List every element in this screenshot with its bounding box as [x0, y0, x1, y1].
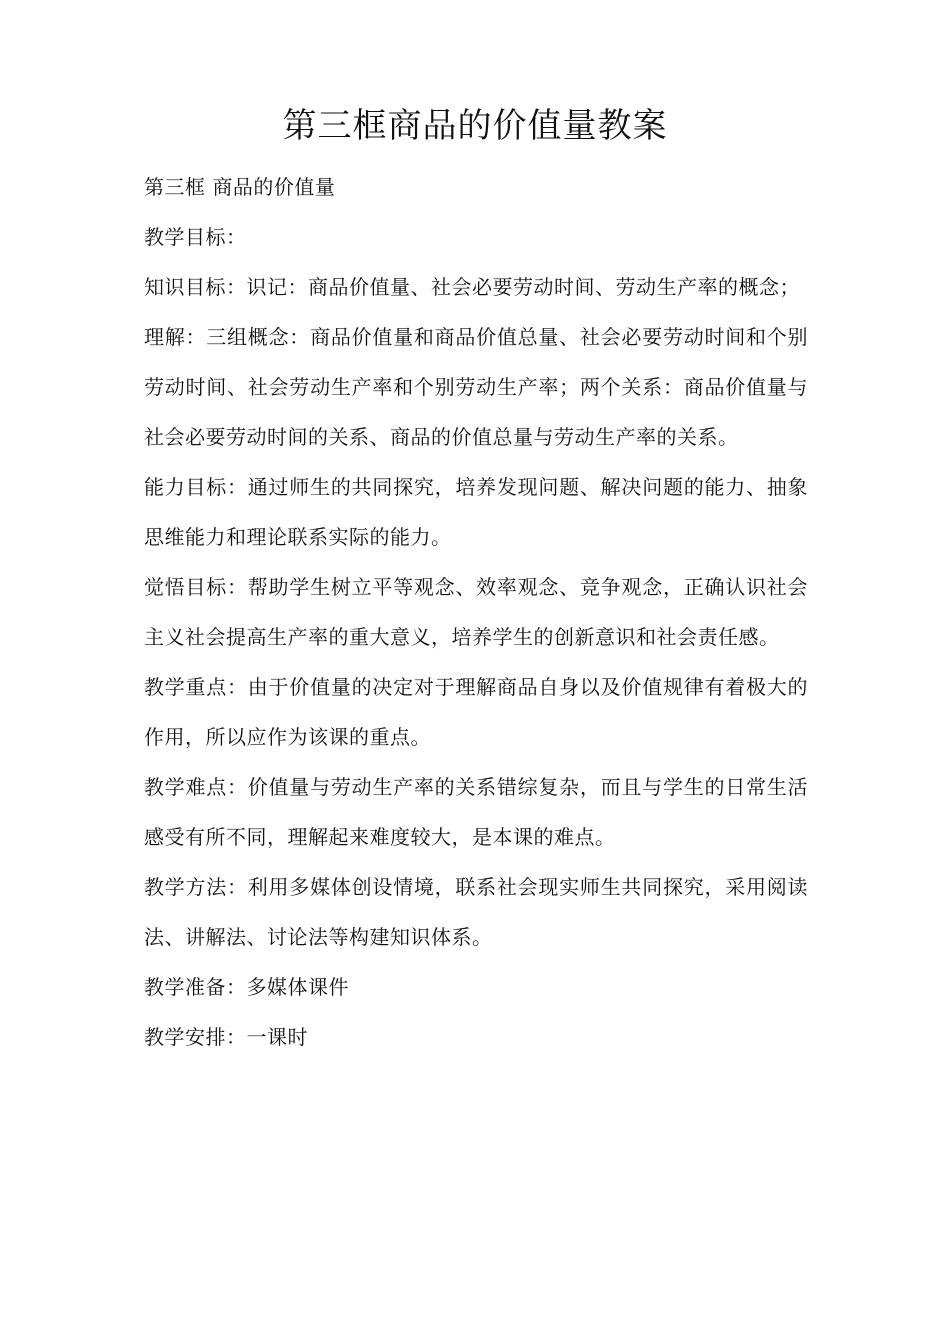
paragraph-method: 教学方法：利用多媒体创设情境，联系社会现实师生共同探究，采用阅读法、讲解法、讨论法等构建知识体系。 [144, 875, 808, 949]
paragraph-awareness-goal: 觉悟目标：帮助学生树立平等观念、效率观念、竞争观念，正确认识社会主义社会提高生产率的重大意义，培养学生的创新意识和社会责任感。 [144, 575, 808, 649]
paragraph-knowledge-goal: 知识目标：识记：商品价值量、社会必要劳动时间、劳动生产率的概念； [144, 275, 800, 299]
paragraph-schedule: 教学安排：一课时 [144, 1025, 308, 1049]
paragraph-understanding: 理解：三组概念：商品价值量和商品价值总量、社会必要劳动时间和个别劳动时间、社会劳动生产率和个别劳动生产率；两个关系：商品价值量与社会必要劳动时间的关系、商品的价值总量与劳动生产率的关系。 [144, 325, 808, 449]
paragraph-key-point: 教学重点：由于价值量的决定对于理解商品自身以及价值规律有着极大的作用，所以应作为该课的重点。 [144, 675, 808, 749]
paragraph-teaching-goals: 教学目标： [144, 225, 247, 249]
paragraph-section-heading: 第三框 商品的价值量 [144, 175, 336, 199]
document-title: 第三框商品的价值量教案 [282, 106, 668, 146]
paragraph-difficulty: 教学难点：价值量与劳动生产率的关系错综复杂，而且与学生的日常生活感受有所不同，理解起来难度较大，是本课的难点。 [144, 775, 808, 849]
document-body [144, 162, 808, 1062]
paragraph-ability-goal: 能力目标：通过师生的共同探究，培养发现问题、解决问题的能力、抽象思维能力和理论联系实际的能力。 [144, 475, 808, 549]
paragraph-preparation: 教学准备：多媒体课件 [144, 975, 349, 999]
